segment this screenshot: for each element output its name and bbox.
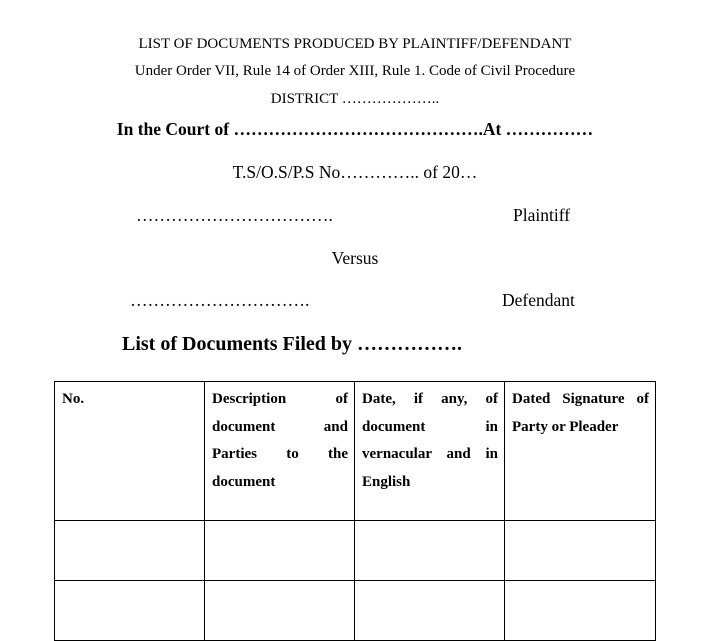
suit-number-line: T.S/O.S/P.S No………….. of 20… xyxy=(232,162,478,182)
table-cell xyxy=(505,581,656,641)
table-cell xyxy=(505,521,656,581)
plaintiff-label: Plaintiff xyxy=(513,205,571,225)
table-cell xyxy=(355,521,505,581)
table-header-row xyxy=(55,382,656,521)
district-line: DISTRICT ……………….. xyxy=(270,91,440,107)
defendant-label: Defendant xyxy=(502,290,575,310)
plaintiff-blank: ……………………………. xyxy=(136,205,333,225)
column-header-signature: Dated Signature of Party or Pleader xyxy=(505,382,656,521)
column-header-number: No. xyxy=(55,382,205,521)
table-row xyxy=(55,581,656,641)
table-cell xyxy=(355,581,505,641)
documents-table xyxy=(54,381,656,641)
list-title: List of Documents Filed by ……………. xyxy=(122,333,462,355)
table-cell xyxy=(205,581,355,641)
form-heading: LIST OF DOCUMENTS PRODUCED BY PLAINTIFF/DEFENDANT xyxy=(138,36,572,52)
defendant-blank: …………………………. xyxy=(130,290,310,310)
table-cell xyxy=(205,521,355,581)
column-header-date: Date, if any, of document in vernacular and in English xyxy=(355,382,505,521)
table-row xyxy=(55,521,656,581)
versus-label: Versus xyxy=(331,248,379,268)
column-header-description: Description of document and Parties to the document xyxy=(205,382,355,521)
form-subheading: Under Order VII, Rule 14 of Order XIII, Rule 1. Code of Civil Procedure xyxy=(134,63,576,79)
table-cell xyxy=(55,521,205,581)
court-line: In the Court of …………………………………….At …………… xyxy=(116,119,594,139)
table-cell xyxy=(55,581,205,641)
